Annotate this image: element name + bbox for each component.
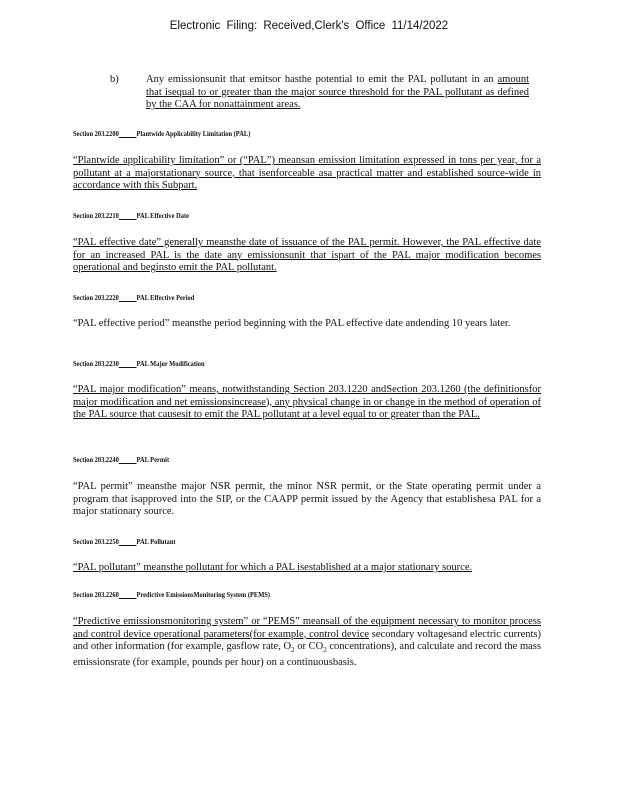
section-body-plain-1: secondary voltagesand electric currents) and other information (for example, gasflow rate, O xyxy=(73,628,541,653)
section-heading-203-2210 xyxy=(73,212,189,220)
section-heading-203-2200 xyxy=(73,130,250,138)
section-body-text: “PAL permit” meansthe major NSR permit, the minor NSR permit, or the State operating permit under a program that isapproved into the SIP, or the CAAPP permit issued by the Agency that establishesa PAL for a major stationary source. xyxy=(73,481,541,518)
section-title: PAL Effective Date xyxy=(136,212,189,220)
section-body-plain-2: or CO xyxy=(294,641,324,653)
section-number: Section 203.2220 xyxy=(73,294,119,302)
section-title: PAL Pollutant xyxy=(136,538,176,546)
section-title: Predictive EmissionsMonitoring System (PEMS) xyxy=(136,591,271,599)
section-heading-203-2250 xyxy=(73,538,176,546)
item-b-text-underlined: amount that isequal to or greater than the major source threshold for the PAL pollutant as defined by the CAA for nonattainment areas. xyxy=(146,74,529,111)
section-title: PAL Major Modification xyxy=(136,360,205,368)
section-heading-203-2230 xyxy=(73,360,205,368)
section-number: Section 203.2250 xyxy=(73,538,119,546)
section-number: Section 203.2210 xyxy=(73,212,119,220)
section-body-203-2250: “PAL pollutant” meansthe pollutant for which a PAL isestablished at a major stationary source. xyxy=(73,562,473,573)
item-b-label: b) xyxy=(110,74,119,85)
section-body-text: “PAL effective period” meansthe period beginning with the PAL effective date andending 10 years later. xyxy=(73,318,511,329)
subscript-2: 2 xyxy=(291,646,295,655)
section-body-203-2220 xyxy=(73,318,541,331)
section-body-plain-3: concentrations), and calculate and record the mass emissionsrate (for example, pounds per hour) on a continuousbasis. xyxy=(73,641,541,668)
item-b-text xyxy=(146,74,529,112)
item-b-text-plain: Any emissionsunit that emitsor hasthe potential to emit the PAL pollutant in an xyxy=(146,74,494,85)
section-number: Section 203.2240 xyxy=(73,456,119,464)
section-number: Section 203.2200 xyxy=(73,130,119,138)
section-title: Plantwide Applicability Limitation (PAL) xyxy=(136,130,251,138)
section-heading-203-2220 xyxy=(73,294,194,302)
section-body-underlined: “Predictive emissionsmonitoring system” or “PEMS” meansall of the equipment necessary to monitor process and control device operational parameters(for example, control device xyxy=(73,616,541,640)
section-body-203-2210 xyxy=(73,237,541,275)
section-heading-203-2260 xyxy=(73,591,270,599)
section-title: PAL Permit xyxy=(136,456,170,464)
section-body-203-2200: “Plantwide applicability limitation” or (“PAL”) meansan emission limitation expressed in tons per year, for a pollutant at a majorstationary source, that isenforceable asa practical matter and established source-wide in accordance with this Subpart. xyxy=(73,155,541,192)
section-heading-203-2240 xyxy=(73,456,169,464)
section-number: Section 203.2260 xyxy=(73,591,119,599)
section-body-203-2260 xyxy=(73,616,541,669)
filing-header: Electronic Filing: Received,Clerk's Office 11/14/2022 xyxy=(169,20,449,32)
section-body-text: “PAL effective date” generally meansthe date of issuance of the PAL permit. However, the PAL effective date for an increased PAL is the date any emissionsunit that ispart of the PAL major modification becomes operational and beginsto emit the PAL pollutant. xyxy=(73,237,541,274)
section-body-203-2240 xyxy=(73,481,541,519)
section-body-203-2230: “PAL major modification” means, notwithstanding Section 203.1220 andSection 203.1260 (the definitionsfor major modification and net emissionsincrease), any physical change in or change in the method of operation of the PAL source that causesit to emit the PAL pollutant at a level equal to or greater than the PAL. xyxy=(73,384,541,421)
section-title: PAL Effective Period xyxy=(136,294,195,302)
section-number: Section 203.2230 xyxy=(73,360,119,368)
subscript-2: 2 xyxy=(323,646,327,655)
